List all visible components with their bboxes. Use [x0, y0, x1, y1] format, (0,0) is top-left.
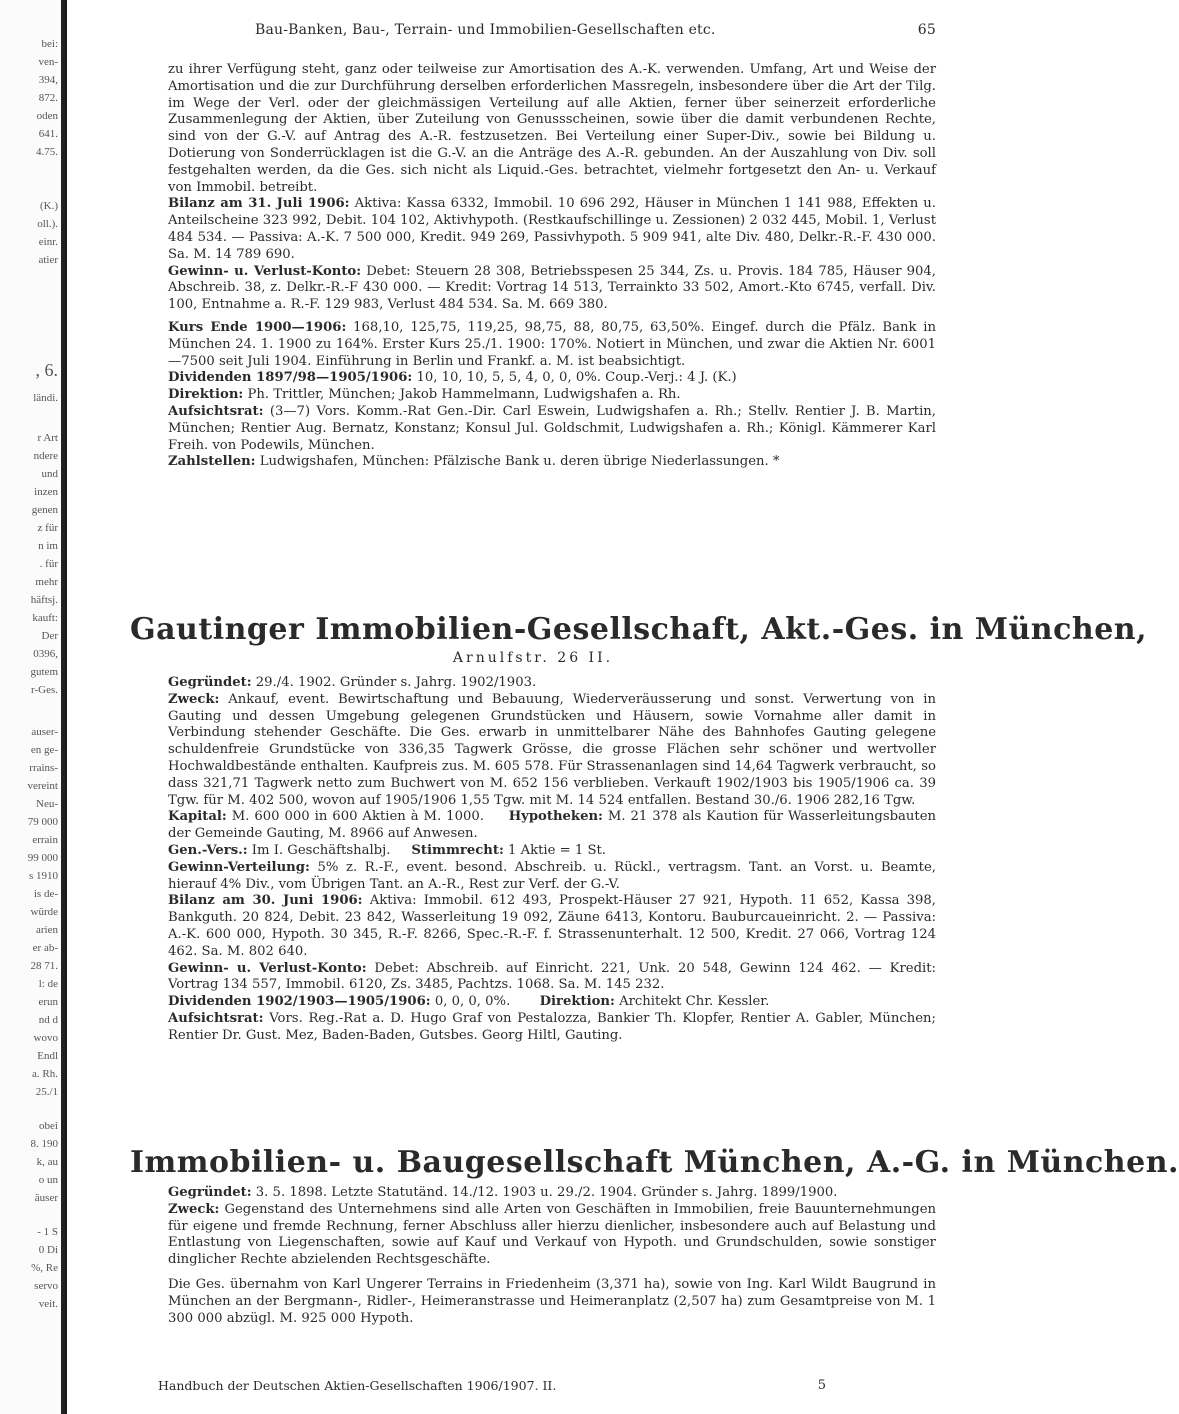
gutter-fragment: 0396,: [33, 648, 58, 660]
gutter-fragment: 8. 190: [30, 1138, 58, 1150]
dividends-text: 0, 0, 0, 0%.: [434, 994, 511, 1010]
gutter-fragment: nd d: [38, 1014, 58, 1026]
founded-text: 29./4. 1902. Gründer s. Jahrg. 1902/1903.: [255, 675, 537, 690]
dividends-label: Dividenden 1897/98—1905/1906:: [168, 370, 413, 386]
gutter-fragment: o un: [38, 1174, 58, 1186]
gutter-fragment: oll.).: [37, 218, 58, 230]
management-entry: [130, 387, 936, 404]
dividends-entry: [130, 370, 936, 387]
purpose-entry: [130, 1202, 936, 1269]
page-fold-edge: [61, 0, 65, 1414]
supervisory-board-text: Vors. Reg.-Rat a. D. Hugo Graf von Pestalozza, Bankier Th. Klopfer, Rentier A. Gabler, München; Rentier Dr. Gust. Mez, Baden-Baden, Gutsbes. Georg Hiltl, Gauting.: [168, 1010, 936, 1043]
purpose-entry: [130, 692, 936, 810]
founded-label: Gegründet:: [168, 1185, 252, 1200]
gutter-fragment: errain: [32, 834, 58, 846]
gutter-fragment: kauft:: [32, 612, 58, 624]
paying-agents-label: Zahlstellen:: [168, 454, 256, 470]
gutter-fragment: äuser: [34, 1192, 58, 1204]
balance-sheet-entry: [130, 893, 936, 960]
signature-mark: 5: [817, 1378, 826, 1393]
gutter-fragment: vereint: [27, 780, 58, 792]
gutter-fragment: er ab-: [32, 942, 58, 954]
running-header: [130, 22, 936, 44]
voting-rights-text: 1 Aktie = 1 St.: [508, 842, 606, 858]
dividends-text: 10, 10, 10, 5, 5, 4, 0, 0, 0%. Coup.-Verj.: 4 J. (K.): [416, 370, 737, 386]
gutter-fragment: s 1910: [28, 870, 58, 882]
management-label: Direktion:: [539, 994, 615, 1010]
gutter-fragment: . für: [39, 558, 58, 570]
founded-label: Gegründet:: [168, 675, 252, 690]
gutter-fragment: wovo: [33, 1032, 58, 1044]
profit-loss-label: Gewinn- u. Verlust-Konto:: [168, 263, 362, 279]
left-page-gutter: [0, 0, 67, 1414]
management-text: Ph. Trittler, München; Jakob Hammelmann, Ludwigshafen a. Rh.: [247, 387, 681, 403]
supervisory-board-entry: [130, 404, 936, 454]
mortgages-text: M. 21 378 als Kaution für Wasserleitungsbauten der Gemeinde Gauting, M. 8966 auf Anwesen.: [168, 809, 936, 842]
gutter-fragment: gutem: [30, 666, 58, 678]
founded-entry: [130, 675, 936, 692]
gutter-fragment: 641.: [38, 128, 58, 140]
gutter-fragment: 28 71.: [30, 960, 58, 972]
gutter-fragment: genen: [31, 504, 58, 516]
company-address: Arnulfstr. 26 II.: [452, 650, 614, 666]
gutter-fragment: l: de: [38, 978, 58, 990]
company-heading-immobilien-bau: Immobilien- u. Baugesellschaft München, A.-G. in München.: [130, 1145, 1179, 1180]
gutter-fragment: Endl: [37, 1050, 58, 1062]
balance-sheet-entry: [130, 196, 936, 263]
acquisition-paragraph: Die Ges. übernahm von Karl Ungerer Terrains in Friedenheim (3,371 ha), sowie von Ing. Karl Wildt Baugrund in München an der Bergmann-, Ridler-, Heimeranstrasse und Heimeranplatz (2,507 ha) zum Gesamtpreise von M. 1 300 000 abzügl. M. 925 000 Hypoth.: [168, 1276, 936, 1326]
gutter-fragment: Neu-: [36, 798, 58, 810]
gutter-fragment: würde: [30, 906, 58, 918]
document-page: [130, 0, 1179, 1414]
profit-loss-text: Debet: Steuern 28 308, Betriebsspesen 25 344, Zs. u. Provis. 184 785, Häuser 904, Abschreib. 38, z. Delkr.-R.-F 430 000. — Kredit: Vortrag 14 513, Terrainkto 33 502, Amort.-Kto 6745, verfall. Div. 100, Entnahme a. R.-F. 129 983, Verlust 484 534. Sa. M. 669 380.: [168, 263, 936, 313]
company-entry-immobilien-bau: [130, 1185, 936, 1327]
gutter-fragment: 79 000: [27, 816, 58, 828]
gutter-fragment: 25./1: [35, 1086, 58, 1098]
gutter-fragment: 0 Di: [38, 1244, 58, 1256]
gutter-fragment: 394,: [38, 74, 58, 86]
gutter-fragment: 99 000: [27, 852, 58, 864]
general-meeting-text: Im I. Geschäftshalbj.: [251, 842, 391, 858]
paying-agents-text: Ludwigshafen, München: Pfälzische Bank u. deren übrige Niederlassungen. *: [259, 454, 780, 470]
paying-agents-entry: [130, 454, 936, 471]
gutter-fragment: %, Re: [31, 1262, 58, 1274]
gutter-fragment: einr.: [38, 236, 58, 248]
gutter-fragment: atier: [38, 254, 58, 266]
purpose-text: Gegenstand des Unternehmens sind alle Arten von Geschäften in Immobilien, freie Bauunternehmungen für eigene und fremde Rechnung, ferner Abschluss aller hierzu dienlicher, insbesondere auch auf Belastung und Entlastung von Liegenschaften, sowie auf Kauf und Verkauf von Hypoth. und Grundschulden, sowie sonstiger dinglicher Rechte abzielenden Rechtsgeschäfte.: [168, 1201, 936, 1268]
gutter-fragment: k, au: [36, 1156, 58, 1168]
gutter-fragment: erun: [38, 996, 58, 1008]
gutter-fragment: r-Ges.: [31, 684, 58, 696]
price-history-text: 168,10, 125,75, 119,25, 98,75, 88, 80,75, 63,50%. Eingef. durch die Pfälz. Bank in München 24. 1. 1900 zu 164%. Erster Kurs 25./1. 1900: 170%. Notiert in München, und zwar die Aktien Nr. 6001—7500 seit Juli 1904. Einführung in Berlin und Frankf. a. M. ist beabsichtigt.: [168, 319, 936, 369]
running-header-title: Bau-Banken, Bau-, Terrain- und Immobilien-Gesellschaften etc.: [255, 22, 716, 38]
company-heading-gautinger: Gautinger Immobilien-Gesellschaft, Akt.-Ges. in München,: [130, 612, 1148, 647]
gutter-fragment: 4.75.: [36, 146, 58, 158]
gutter-fragment: servo: [34, 1280, 58, 1292]
balance-label: Bilanz am 31. Juli 1906:: [168, 196, 350, 212]
supervisory-board-text: (3—7) Vors. Komm.-Rat Gen.-Dir. Carl Eswein, Ludwigshafen a. Rh.; Stellv. Rentier J. B. Martin, München; Rentier Aug. Bernatz, Konstanz; Konsul Jul. Goldschmit, Ludwigshafen a. Rh.; Königl. Kämmerer Karl Freih. von Podewils, München.: [168, 403, 936, 453]
purpose-text: Ankauf, event. Bewirtschaftung und Bebauung, Wiederveräusserung und sonst. Verwertung von in Gauting und dessen Umgebung gelegenen Grundstücken und Häusern, sowie Vornahme aller damit in Verbindung stehender Geschäfte. Die Ges. erwarb in unmittelbarer Nähe des Bahnhofes Gauting gelegene schuldenfreie Grundstücke von 336,35 Tagwerk Grösse, die grosse Flächen sehr schöner und wertvoller Hochwaldbestände enthalten. Kaufpreis zus. M. 605 578. Für Strassenanlagen sind 14,64 Tagwerk verbraucht, so dass 321,71 Tagwerk netto zum Buchwert von M. 652 156 verblieben. Verkauft 1902/1903 bis 1905/1906 ca. 39 Tgw. für M. 402 500, wovon auf 1905/1906 1,55 Tgw. mit M. 14 524 entfallen. Bestand 30./6. 1906 282,16 Tgw.: [168, 691, 936, 808]
supervisory-board-label: Aufsichtsrat:: [168, 403, 264, 419]
gutter-fragment: häftsj.: [30, 594, 58, 606]
purpose-label: Zweck:: [168, 1201, 220, 1217]
supervisory-board-label: Aufsichtsrat:: [168, 1010, 264, 1026]
gutter-fragment: rrains-: [29, 762, 58, 774]
balance-text: Aktiva: Immobil. 612 493, Prospekt-Häuser 27 921, Hypoth. 11 652, Kassa 398, Bankguth. 20 824, Debit. 23 842, Wasserleitung 19 092, Zäune 6413, Kontoru. Bauburcaueinricht. 2. — Passiva: A.-K. 600 000, Hypoth. 30 345, R.-F. 8266, Spec.-R.-F. f. Strassenunterhalt. 12 500, Kredit. 27 066, Vortrag 124 462. Sa. M. 802 640.: [168, 893, 936, 959]
profit-loss-label: Gewinn- u. Verlust-Konto:: [168, 960, 367, 976]
mortgages-label: Hypotheken:: [508, 809, 603, 825]
gutter-fragment: bei:: [41, 38, 58, 50]
gutter-fragment: (K.): [39, 200, 58, 212]
gutter-fragment: r Art: [37, 432, 58, 444]
gutter-fragment: 872.: [38, 92, 58, 104]
section-continuation: [130, 62, 936, 471]
profit-distribution-entry: [130, 860, 936, 894]
general-meeting-label: Gen.-Vers.:: [168, 842, 248, 858]
gutter-fragment: obei: [39, 1120, 58, 1132]
dividends-entry: [130, 994, 936, 1011]
supervisory-board-entry: [130, 1011, 936, 1045]
gutter-fragment: und: [41, 468, 58, 480]
profit-loss-text: Debet: Abschreib. auf Einricht. 221, Unk. 20 548, Gewinn 124 462. — Kredit: Vortrag 134 557, Immobil. 6120, Zs. 3485, Pachtzs. 1068. Sa. M. 145 232.: [168, 960, 936, 993]
gutter-fragment: auser-: [31, 726, 58, 738]
gutter-fragment: mehr: [35, 576, 58, 588]
company-entry-gautinger: [130, 675, 936, 1045]
capital-text: M. 600 000 in 600 Aktien à M. 1000.: [231, 809, 484, 825]
profit-distribution-label: Gewinn-Verteilung:: [168, 859, 310, 875]
capital-label: Kapital:: [168, 809, 227, 825]
gutter-fragment: inzen: [34, 486, 58, 498]
gutter-fragment: oden: [36, 110, 58, 122]
voting-rights-label: Stimmrecht:: [411, 842, 504, 858]
gutter-fragment: Der: [41, 630, 58, 642]
price-history-label: Kurs Ende 1900—1906:: [168, 319, 347, 335]
gutter-fragment: en ge-: [30, 744, 58, 756]
gutter-fragment: a. Rh.: [32, 1068, 58, 1080]
page-number: 65: [917, 22, 936, 38]
management-label: Direktion:: [168, 387, 244, 403]
gutter-fragment: ven-: [38, 56, 58, 68]
capital-entry: [130, 809, 936, 843]
founded-text: 3. 5. 1898. Letzte Statutänd. 14./12. 1903 u. 29./2. 1904. Gründer s. Jahrg. 1899/1900.: [255, 1185, 838, 1200]
gutter-fragment: arien: [36, 924, 58, 936]
profit-loss-entry: [130, 264, 936, 314]
general-meeting-entry: [130, 843, 936, 860]
price-history-entry: [130, 320, 936, 370]
gutter-fragment: n im: [38, 540, 58, 552]
balance-text: Aktiva: Kassa 6332, Immobil. 10 696 292, Häuser in München 1 141 988, Effekten u. Anteilscheine 323 992, Debit. 104 102, Aktivhypoth. (Restkaufschillinge u. Zessionen) 2 032 445, Mobil. 1, Verlust 484 534. — Passiva: A.-K. 7 500 000, Kredit. 949 269, Passivhypoth. 5 909 941, alte Div. 480, Delkr.-R.-F. 430 000. Sa. M. 14 789 690.: [168, 196, 936, 262]
gutter-fragment: - 1 S: [37, 1226, 58, 1238]
gutter-fragment: ländi.: [33, 392, 58, 404]
gutter-fragment: veit.: [38, 1298, 58, 1310]
founded-entry: [130, 1185, 936, 1202]
profit-loss-entry: [130, 961, 936, 995]
gutter-fragment: ndere: [33, 450, 58, 462]
gutter-fragment: is de-: [33, 888, 58, 900]
statute-paragraph: zu ihrer Verfügung steht, ganz oder teilweise zur Amortisation des A.-K. verwenden. Umfang, Art und Weise der Amortisation und die zur Durchführung derselben erforderlichen Massregeln, insbesondere über die Art der Tilg. im Wege der Verl. oder der gleichmässigen Verteilung auf alle Aktien, ferner über seinerzeit erforderliche Zusammenlegung der Aktien, über Zuteilung von Genussscheinen, sowie über die damit verbundenen Rechte, sind von der G.-V. auf Antrag des A.-R. festzusetzen. Bei Verteilung einer Super-Div., sowie bei Bildung u. Dotierung von Sonderrücklagen ist die G.-V. an die Anträge des A.-R. gebunden. An der Auszahlung von Div. soll festgehalten werden, da die Ges. sich nicht als Liquid.-Ges. betrachtet, vielmehr fortgesetzt den An- u. Verkauf von Immobil. betreibt.: [168, 62, 936, 195]
dividends-label: Dividenden 1902/1903—1905/1906:: [168, 994, 431, 1010]
gutter-fragment: , 6.: [35, 360, 58, 380]
balance-label: Bilanz am 30. Juni 1906:: [168, 893, 363, 909]
purpose-label: Zweck:: [168, 691, 220, 707]
page-footer: [158, 1378, 936, 1393]
management-text: Architekt Chr. Kessler.: [619, 994, 770, 1010]
gutter-fragment: z für: [37, 522, 58, 534]
footer-source: Handbuch der Deutschen Aktien-Gesellschaften 1906/1907. II.: [158, 1378, 557, 1393]
profit-distribution-text: 5% z. R.-F., event. besond. Abschreib. u. Rückl., vertragsm. Tant. an Vorst. u. Beamte, hierauf 4% Div., vom Übrigen Tant. an A.-R., Rest zur Verf. der G.-V.: [168, 859, 936, 892]
